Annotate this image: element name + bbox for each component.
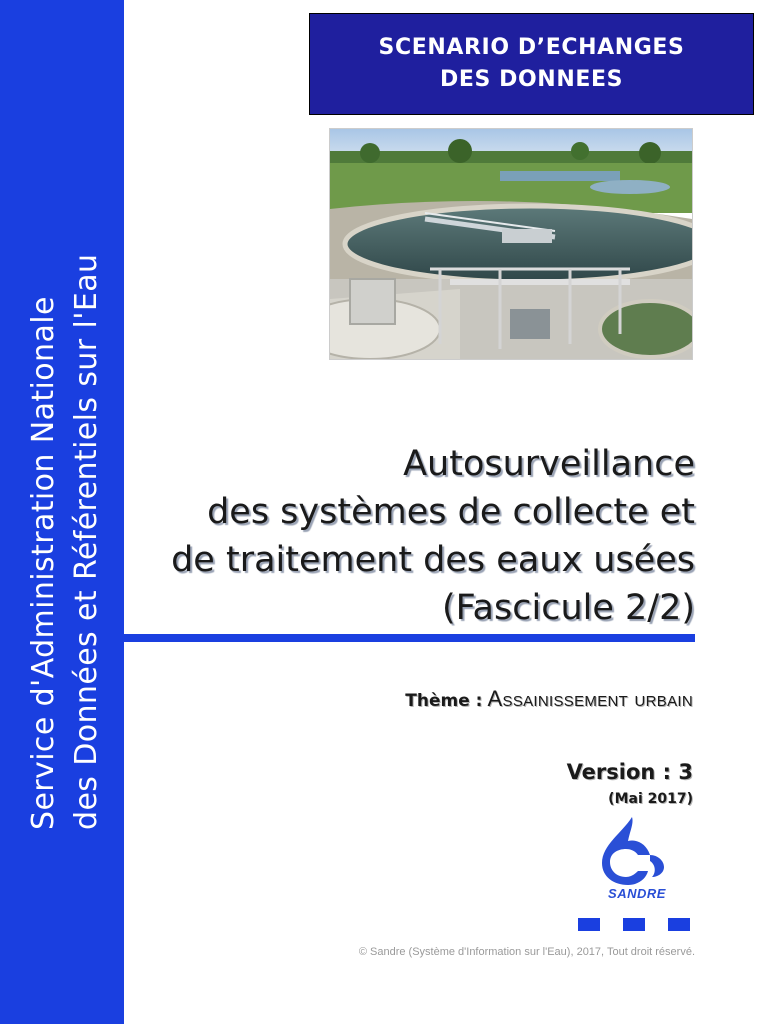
document-type-header xyxy=(309,13,754,115)
decorative-square xyxy=(668,918,690,931)
decorative-square xyxy=(623,918,645,931)
sidebar-organization-name xyxy=(22,130,108,830)
sidebar-line-1: Service d'Administration Nationale xyxy=(26,296,61,830)
sandre-logo-text: SANDRE xyxy=(608,886,666,901)
decorative-squares xyxy=(578,918,690,932)
treatment-plant-photo xyxy=(329,128,693,360)
copyright-notice: © Sandre (Système d'Information sur l'Eau), 2017, Tout droit réservé. xyxy=(358,946,695,958)
decorative-square xyxy=(578,918,600,931)
document-title xyxy=(130,440,695,632)
theme-label: Thème : xyxy=(405,691,483,711)
title-line-3: de traitement des eaux usées xyxy=(171,540,695,580)
title-line-2: des systèmes de collecte et xyxy=(207,492,695,532)
theme-line xyxy=(130,686,693,712)
theme-value: Assainissement urbain xyxy=(487,686,693,711)
sidebar-line-2: des Données et Référentiels sur l'Eau xyxy=(69,253,104,830)
header-line-1: SCENARIO D’ECHANGES xyxy=(378,35,685,60)
title-divider xyxy=(124,634,695,642)
header-line-2: DES DONNEES xyxy=(439,67,624,92)
title-line-1: Autosurveillance xyxy=(403,444,695,484)
title-line-4: (Fascicule 2/2) xyxy=(441,588,695,628)
version-date: (Mai 2017) xyxy=(608,791,693,807)
version-label: Version : 3 xyxy=(566,760,693,784)
